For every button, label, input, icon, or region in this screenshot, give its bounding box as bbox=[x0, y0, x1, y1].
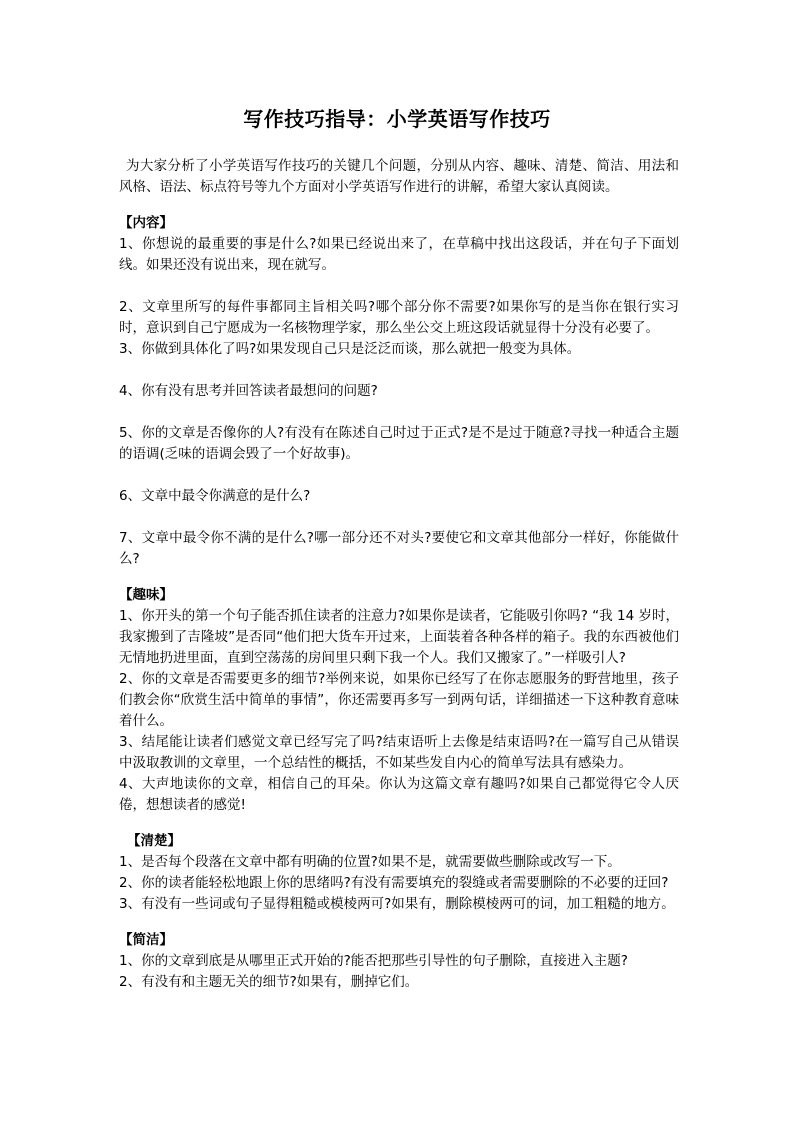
section-heading-clarity: 【清楚】 bbox=[127, 833, 181, 849]
content-item: 1、你想说的最重要的事是什么?如果已经说出来了，在草稿中找出这段话，并在句子下面划线。如果还没有说出来，现在就写。 bbox=[119, 236, 679, 273]
content-item: 3、你做到具体化了吗?如果发现自己只是泛泛而谈，那么就把一般变为具体。 bbox=[119, 341, 581, 357]
content-item: 6、文章中最令你满意的是什么? bbox=[119, 488, 311, 504]
content-item: 4、你有没有思考并回答读者最想问的问题? bbox=[119, 383, 378, 399]
document-body bbox=[119, 156, 679, 993]
clarity-item: 3、有没有一些词或句子显得粗糙或模棱两可?如果有，删除模棱两可的词，加工粗糙的地方。 bbox=[119, 896, 675, 912]
intro-paragraph: 为大家分析了小学英语写作技巧的关键几个问题，分别从内容、趣味、清楚、简洁、用法和风格、语法、标点符号等九个方面对小学英语写作进行的讲解，希望大家认真阅读。 bbox=[119, 158, 679, 195]
content-item: 7、文章中最令你不满的是什么?哪一部分还不对头?要使它和文章其他部分一样好，你能做什么? bbox=[119, 530, 679, 567]
clarity-item: 2、你的读者能轻松地跟上你的思绪吗?有没有需要填充的裂缝或者需要删除的不必要的迂回? bbox=[119, 875, 669, 891]
section-heading-concise: 【简洁】 bbox=[119, 932, 173, 948]
clarity-item: 1、是否每个段落在文章中都有明确的位置?如果不是，就需要做些删除或改写一下。 bbox=[119, 854, 621, 870]
interest-item: 1、你开头的第一个句子能否抓住读者的注意力?如果你是读者，它能吸引你吗? “我 14 岁时，我家搬到了吉隆坡”是否同“他们把大货车开过来，上面装着各种各样的箱子。我的东西被他们无情地扔进里面，直到空荡荡的房间里只剩下我一个人。我们又搬家了。”一样吸引人? bbox=[119, 608, 679, 666]
concise-item: 2、有没有和主题无关的细节?如果有，删掉它们。 bbox=[119, 974, 419, 990]
section-heading-interest: 【趣味】 bbox=[119, 587, 173, 603]
content-item: 2、文章里所写的每件事都同主旨相关吗?哪个部分你不需要?如果你写的是当你在银行实习时，意识到自己宁愿成为一名核物理学家，那么坐公交上班这段话就显得十分没有必要了。 bbox=[119, 299, 679, 336]
content-item: 5、你的文章是否像你的人?有没有在陈述自己时过于正式?是不是过于随意?寻找一种适合主题的语调(乏味的语调会毁了一个好故事)。 bbox=[119, 425, 679, 462]
page-title: 写作技巧指导：小学英语写作技巧 bbox=[243, 107, 551, 131]
interest-item: 2、你的文章是否需要更多的细节?举例来说，如果你已经写了在你志愿服务的野营地里，孩子们教会你“欣赏生活中简单的事情”，你还需要再多写一到两句话，详细描述一下这种教育意味着什么。 bbox=[119, 671, 679, 729]
interest-item: 4、大声地读你的文章，相信自己的耳朵。你认为这篇文章有趣吗?如果自己都觉得它令人厌倦，想想读者的感觉! bbox=[119, 776, 679, 813]
concise-item: 1、你的文章到底是从哪里正式开始的?能否把那些引导性的句子删除，直接进入主题? bbox=[119, 953, 628, 969]
interest-item: 3、结尾能让读者们感觉文章已经写完了吗?结束语听上去像是结束语吗?在一篇写自己从错误中汲取教训的文章里，一个总结性的概括，不如某些发自内心的简单写法具有感染力。 bbox=[119, 734, 679, 771]
section-heading-content: 【内容】 bbox=[119, 215, 173, 231]
